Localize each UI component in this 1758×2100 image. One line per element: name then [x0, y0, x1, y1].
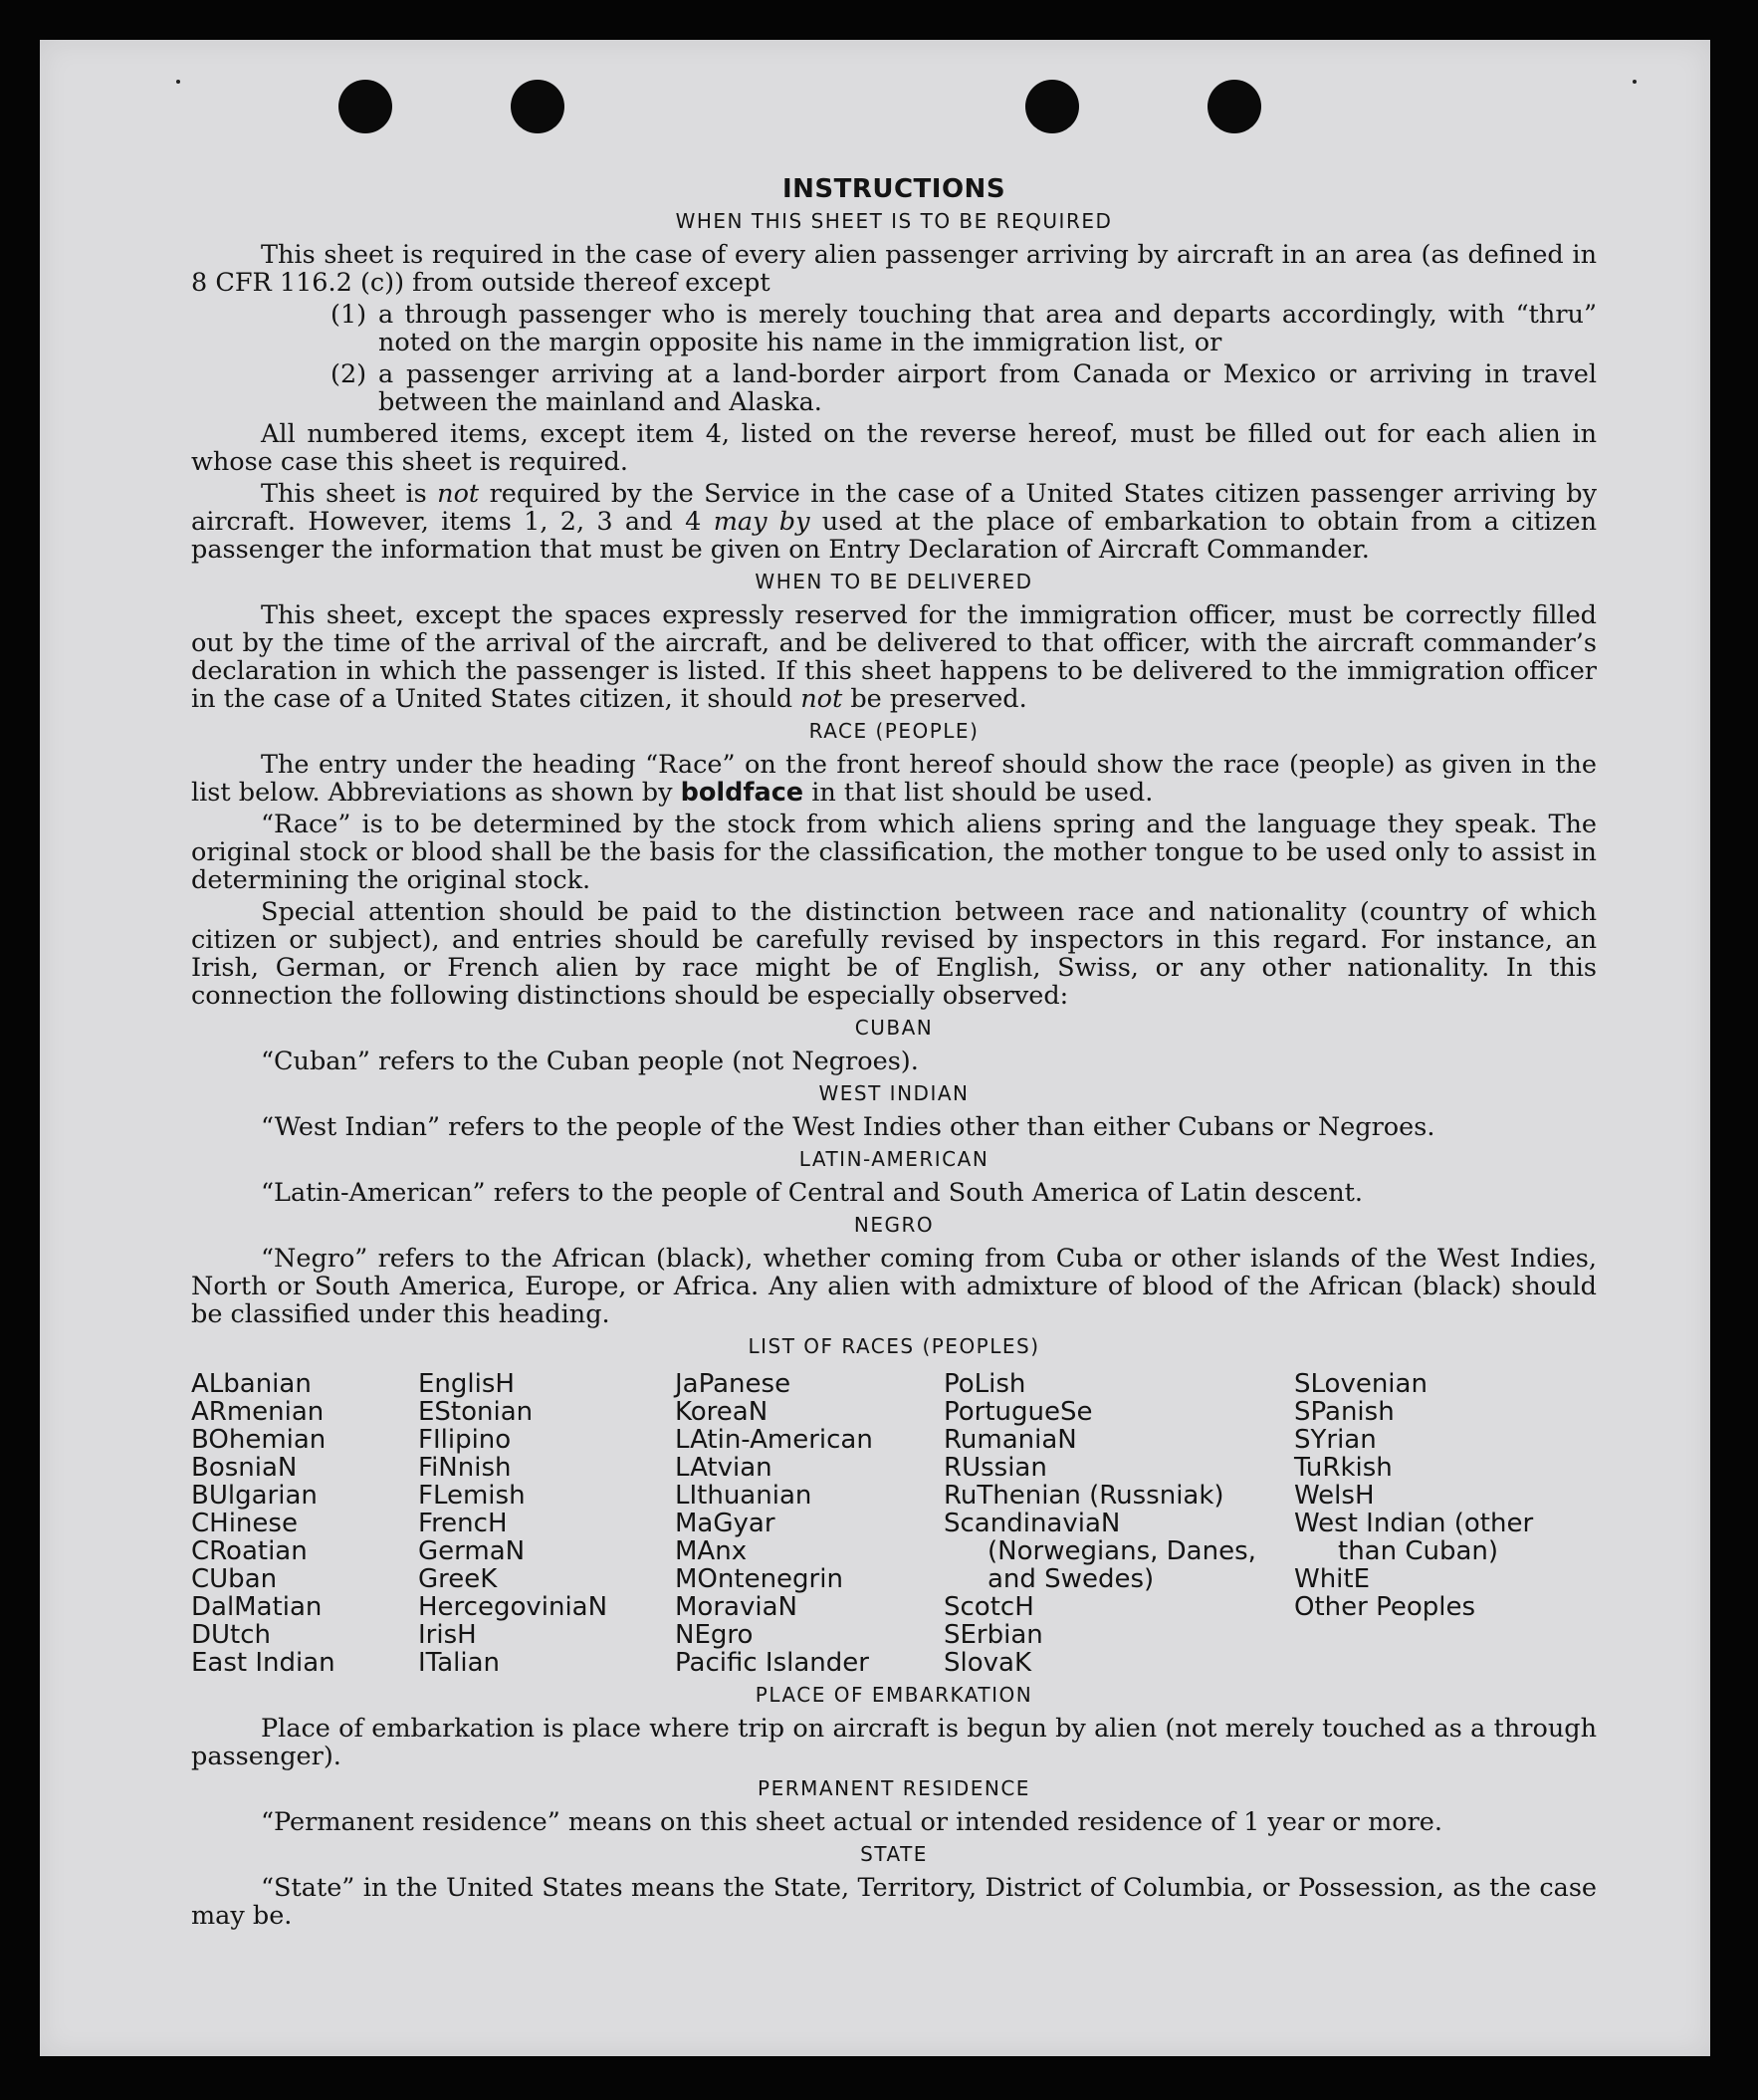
text-run: be preserved.: [842, 684, 1027, 714]
race-item: SYrian: [1294, 1425, 1377, 1455]
race-item: EnglisH: [418, 1369, 515, 1399]
heading-when-required: WHEN THIS SHEET IS TO BE REQUIRED: [675, 209, 1113, 233]
race-item: FiNnish: [418, 1453, 512, 1483]
speck: [176, 80, 180, 84]
exceptions-list: [191, 301, 1597, 416]
race-item: RUssian: [944, 1453, 1047, 1483]
race-item: WelsH: [1294, 1481, 1375, 1511]
item-text: a through passenger who is merely touching that area and departs accordingly, with “thru” noted on the margin opposite his name in the immigration list, or: [378, 300, 1597, 357]
race-item: SlovaK: [944, 1648, 1032, 1678]
list-item: [330, 301, 1597, 356]
race-column: [675, 1370, 944, 1677]
heading-place-of-embarkation: PLACE OF EMBARKATION: [755, 1683, 1033, 1707]
boldface-word: boldface: [680, 778, 804, 808]
race-item: KoreaN: [675, 1397, 769, 1427]
race-item: CRoatian: [191, 1536, 308, 1566]
text-run: This sheet is: [261, 479, 438, 509]
race-item: IrisH: [418, 1620, 477, 1650]
race-item: ScotcH: [944, 1592, 1034, 1622]
punch-hole: [1208, 80, 1261, 133]
race-item: MOntenegrin: [675, 1564, 843, 1594]
heading-latin-american: LATIN-AMERICAN: [798, 1147, 989, 1171]
paragraph: [191, 601, 1597, 713]
race-item: LIthuanian: [675, 1481, 812, 1511]
race-item: SErbian: [944, 1620, 1043, 1650]
race-item: SPanish: [1294, 1397, 1395, 1427]
race-item: RumaniaN: [944, 1425, 1077, 1455]
emphasis: may by: [713, 507, 810, 537]
text-run: used at the place of embarkation to obtain from a citizen passenger the information that must be given on Entry Declaration of Aircraft Commander.: [191, 507, 1598, 565]
race-item: CUban: [191, 1564, 278, 1594]
race-item: GermaN: [418, 1536, 526, 1566]
race-column: [191, 1370, 418, 1677]
race-item: FLemish: [418, 1481, 526, 1511]
race-column: [418, 1370, 675, 1677]
race-item: TuRkish: [1294, 1453, 1393, 1483]
punch-hole: [1025, 80, 1079, 133]
speck: [1633, 80, 1637, 84]
heading-negro: NEGRO: [853, 1213, 935, 1237]
paragraph: Place of embarkation is place where trip on aircraft is begun by alien (not merely touched as a through passenger).: [191, 1714, 1597, 1771]
race-item: LAtvian: [675, 1453, 772, 1483]
race-item: NEgro: [675, 1620, 754, 1650]
race-item: BosniaN: [191, 1453, 298, 1483]
heading-when-delivered: WHEN TO BE DELIVERED: [755, 570, 1033, 593]
paragraph: [191, 480, 1597, 564]
race-item: ITalian: [418, 1648, 501, 1678]
heading-list-of-races: LIST OF RACES (PEOPLES): [748, 1334, 1040, 1358]
paragraph: “Latin-American” refers to the people of Central and South America of Latin descent.: [261, 1178, 1364, 1208]
punch-hole: [511, 80, 564, 133]
race-item: CHinese: [191, 1509, 298, 1538]
race-item: RuThenian (Russniak): [944, 1481, 1224, 1511]
race-item: GreeK: [418, 1564, 498, 1594]
page-title: INSTRUCTIONS: [781, 174, 1006, 204]
text-run: required by the Service in the case of a United States citizen passenger arriving by aircraft. However, items 1, 2, 3 and 4: [191, 479, 1597, 537]
race-item: PortugueSe: [944, 1397, 1093, 1427]
race-item: MoraviaN: [675, 1592, 797, 1622]
race-item: PoLish: [944, 1369, 1026, 1399]
race-item: BOhemian: [191, 1425, 327, 1455]
list-item: [330, 360, 1597, 416]
race-item: MAnx: [675, 1536, 748, 1566]
race-item: LAtin-American: [675, 1425, 873, 1455]
paragraph: “Race” is to be determined by the stock from which aliens spring and the language they speak. The original stock or blood shall be the basis for the classification, the mother tongue to be used only to assist in determining the original stock.: [191, 810, 1597, 895]
emphasis: not: [437, 479, 480, 509]
paragraph: Special attention should be paid to the distinction between race and nationality (country of which citizen or subject), and entries should be carefully revised by inspectors in this regard. For instance, an Irish, German, or French alien by race might be of English, Swiss, or any other nationality. In this connection the following distinctions should be especially observed:: [191, 897, 1597, 1011]
race-item: FrencH: [418, 1509, 508, 1538]
emphasis: not: [800, 684, 843, 714]
paragraph: “Negro” refers to the African (black), whether coming from Cuba or other islands of the West Indies, North or South America, Europe, or Africa. Any alien with admixture of blood of the African (black) should be classified under this heading.: [191, 1244, 1597, 1329]
race-item: HercegoviniaN: [418, 1592, 608, 1622]
race-item: MaGyar: [675, 1509, 775, 1538]
text-run: This sheet, except the spaces expressly reserved for the immigration officer, must be correctly filled out by the time of the arrival of the aircraft, and be delivered to that officer, with the aircraft commander’s declaration in which the passenger is listed. If this sheet happens to be delivered to the immigration officer in the case of a United States citizen, it should: [191, 600, 1597, 714]
race-item: SLovenian: [1294, 1369, 1428, 1399]
race-list: [191, 1370, 1597, 1677]
paragraph: “West Indian” refers to the people of the West Indies other than either Cubans or Negroes.: [261, 1112, 1435, 1142]
race-item: Pacific Islander: [675, 1648, 869, 1678]
race-item: DalMatian: [191, 1592, 323, 1622]
race-item: East Indian: [191, 1648, 335, 1678]
text-run: The entry under the heading “Race” on the front hereof should show the race (people) as given in the list below. Abbreviations as shown by: [191, 750, 1597, 808]
heading-west-indian: WEST INDIAN: [818, 1081, 970, 1105]
race-item: BUlgarian: [191, 1481, 318, 1511]
race-item: FIlipino: [418, 1425, 512, 1455]
heading-cuban: CUBAN: [854, 1016, 934, 1040]
race-item: ScandinaviaN (Norwegians, Danes, and Swedes): [944, 1509, 1256, 1594]
heading-state: STATE: [860, 1842, 928, 1866]
race-item: ARmenian: [191, 1397, 325, 1427]
text-run: in that list should be used.: [803, 778, 1154, 808]
race-column: [944, 1370, 1294, 1677]
paragraph: All numbered items, except item 4, listed on the reverse hereof, must be filled out for each alien in whose case this sheet is required.: [191, 419, 1597, 477]
paragraph: “Permanent residence” means on this sheet actual or intended residence of 1 year or more.: [261, 1807, 1442, 1837]
race-item: West Indian (other than Cuban): [1294, 1509, 1534, 1566]
race-item: ALbanian: [191, 1369, 312, 1399]
paragraph: “State” in the United States means the State, Territory, District of Columbia, or Possession, as the case may be.: [191, 1873, 1597, 1931]
race-item: Other Peoples: [1294, 1592, 1476, 1622]
race-item: DUtch: [191, 1620, 272, 1650]
race-item: JaPanese: [675, 1369, 791, 1399]
heading-permanent-residence: PERMANENT RESIDENCE: [758, 1776, 1030, 1800]
paragraph: [191, 751, 1597, 807]
heading-race: RACE (PEOPLE): [808, 719, 980, 743]
punch-hole: [338, 80, 392, 133]
paragraph: “Cuban” refers to the Cuban people (not Negroes).: [261, 1047, 919, 1076]
item-number: (2): [330, 359, 367, 389]
race-column: [1294, 1370, 1593, 1677]
item-number: (1): [330, 300, 367, 330]
paragraph: This sheet is required in the case of every alien passenger arriving by aircraft in an area (as defined in 8 CFR 116.2 (c)) from outside thereof except: [191, 240, 1597, 298]
race-item: EStonian: [418, 1397, 534, 1427]
instructions-content: [191, 175, 1597, 1934]
document-page: [40, 40, 1710, 2056]
race-item: WhitE: [1294, 1564, 1371, 1594]
item-text: a passenger arriving at a land-border airport from Canada or Mexico or arriving in travel between the mainland and Alaska.: [378, 359, 1597, 417]
